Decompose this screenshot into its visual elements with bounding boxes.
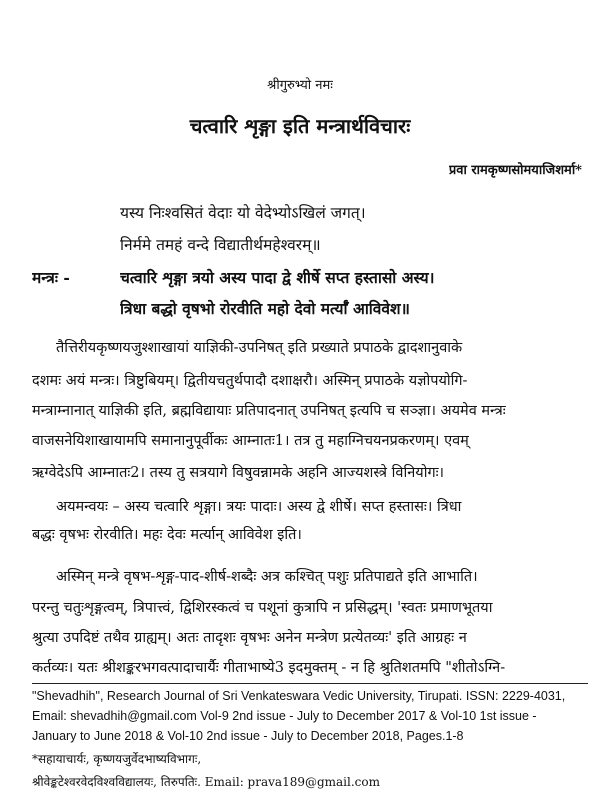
paragraph-1-line: ऋग्वेदेऽपि आम्नातः2। तस्य तु सत्रयागे विषुवन्नामके अहनि आज्यशस्त्रे विनियोगः। bbox=[32, 465, 445, 481]
verse-line-1: यस्य निःश्वसितं वेदाः यो वेदेभ्योऽखिलं जगत्। bbox=[120, 204, 366, 222]
mantra-line-2: त्रिधा बद्धो वृषभो रोरवीति महो देवो मर्त्याँ आविवेश॥ bbox=[120, 299, 410, 318]
paragraph-1-line: मन्त्राम्नानात् याज्ञिकी इति, ब्रह्मविद्यायाः प्रतिपादनात् उपनिषत् इत्यपि च सञ्ज्ञा। अयमेव मन्त्रः bbox=[32, 403, 506, 419]
invocation: श्रीगुरुभ्यो नमः bbox=[267, 78, 333, 93]
paragraph-2-line: बद्धः वृषभः रोरवीति। महः देवः मर्त्यान् आविवेश इति। bbox=[32, 527, 302, 543]
footnote-journal-line: January to June 2018 & Vol-10 2nd issue - July to December 2018, Pages.1-8 bbox=[32, 729, 464, 743]
footnote-journal-line: "Shevadhih", Research Journal of Sri Venkateswara Vedic University, Tirupati. ISSN: 2229-4031, bbox=[32, 689, 566, 703]
footnote-author-affiliation: श्रीवेङ्कटेश्वरवेदविश्वविद्यालयः, तिरुपतिः. Email: prava189@gmail.com bbox=[32, 775, 381, 789]
paragraph-3-line: परन्तु चतुःशृङ्गत्वम्, त्रिपात्त्वं, द्विशिरस्कत्वं च पशूनां कुत्रापि न प्रसिद्धम्। 'स्वतः प्रमाणभूतया bbox=[32, 600, 493, 616]
footnote-divider bbox=[32, 683, 588, 684]
mantra-line-1: चत्वारि शृङ्गा त्रयो अस्य पादा द्वे शीर्षे सप्त हस्तासो अस्य। bbox=[120, 268, 435, 287]
footnote-journal-line: Email: shevadhih@gmail.com Vol-9 2nd issue - July to December 2017 & Vol-10 1st issue - bbox=[32, 709, 537, 723]
paragraph-1-line: दशमः अयं मन्त्रः। त्रिष्टुबियम्। द्वितीयचतुर्थपादौ दशाक्षरौ। अस्मिन् प्रपाठके यज्ञोपयोगि- bbox=[32, 373, 468, 389]
paragraph-3-line: कर्तव्यः। यतः श्रीशङ्करभगवत्पादाचार्यैः गीताभाष्ये3 इदमुक्तम् - न हि श्रुतिशतमपि "शीतोऽग्नि- bbox=[32, 660, 506, 676]
mantra-label: मन्त्रः - bbox=[32, 268, 70, 287]
paragraph-1-line: वाजसनेयिशाखायामपि समानानुपूर्वीकः आम्नातः1। तत्र तु महाग्निचयनप्रकरणम्। एवम् bbox=[32, 433, 469, 449]
article-title: चत्वारि शृङ्गा इति मन्त्रार्थविचारः bbox=[189, 114, 411, 138]
paragraph-1-line: तैत्तिरीयकृष्णयजुश्शाखायां याज्ञिकी-उपनिषत् इति प्रख्याते प्रपाठके द्वादशानुवाके bbox=[56, 340, 463, 356]
paragraph-3-line: श्रुत्या उपदिष्टं तथैव ग्राह्यम्। अतः तादृशः वृषभः अनेन मन्त्रेण प्रत्येतव्यः' इति आग्रहः न bbox=[32, 630, 467, 646]
paragraph-3-line: अस्मिन् मन्त्रे वृषभ-शृङ्ग-पाद-शीर्ष-शब्दैः अत्र कश्चित् पशुः प्रतिपाद्यते इति आभाति। bbox=[56, 569, 478, 585]
footnote-author-affiliation: *सहायाचार्यः, कृष्णयजुर्वेदभाष्यविभागः, bbox=[32, 752, 202, 766]
paragraph-2-line: अयमन्वयः – अस्य चत्वारि शृङ्गा। त्रयः पादाः। अस्य द्वे शीर्षे। सप्त हस्तासः। त्रिधा bbox=[56, 499, 462, 515]
author-name: प्रवा रामकृष्णसोमयाजिशर्मा* bbox=[448, 163, 582, 178]
verse-line-2: निर्ममे तमहं वन्दे विद्यातीर्थमहेश्वरम्॥ bbox=[120, 236, 321, 254]
